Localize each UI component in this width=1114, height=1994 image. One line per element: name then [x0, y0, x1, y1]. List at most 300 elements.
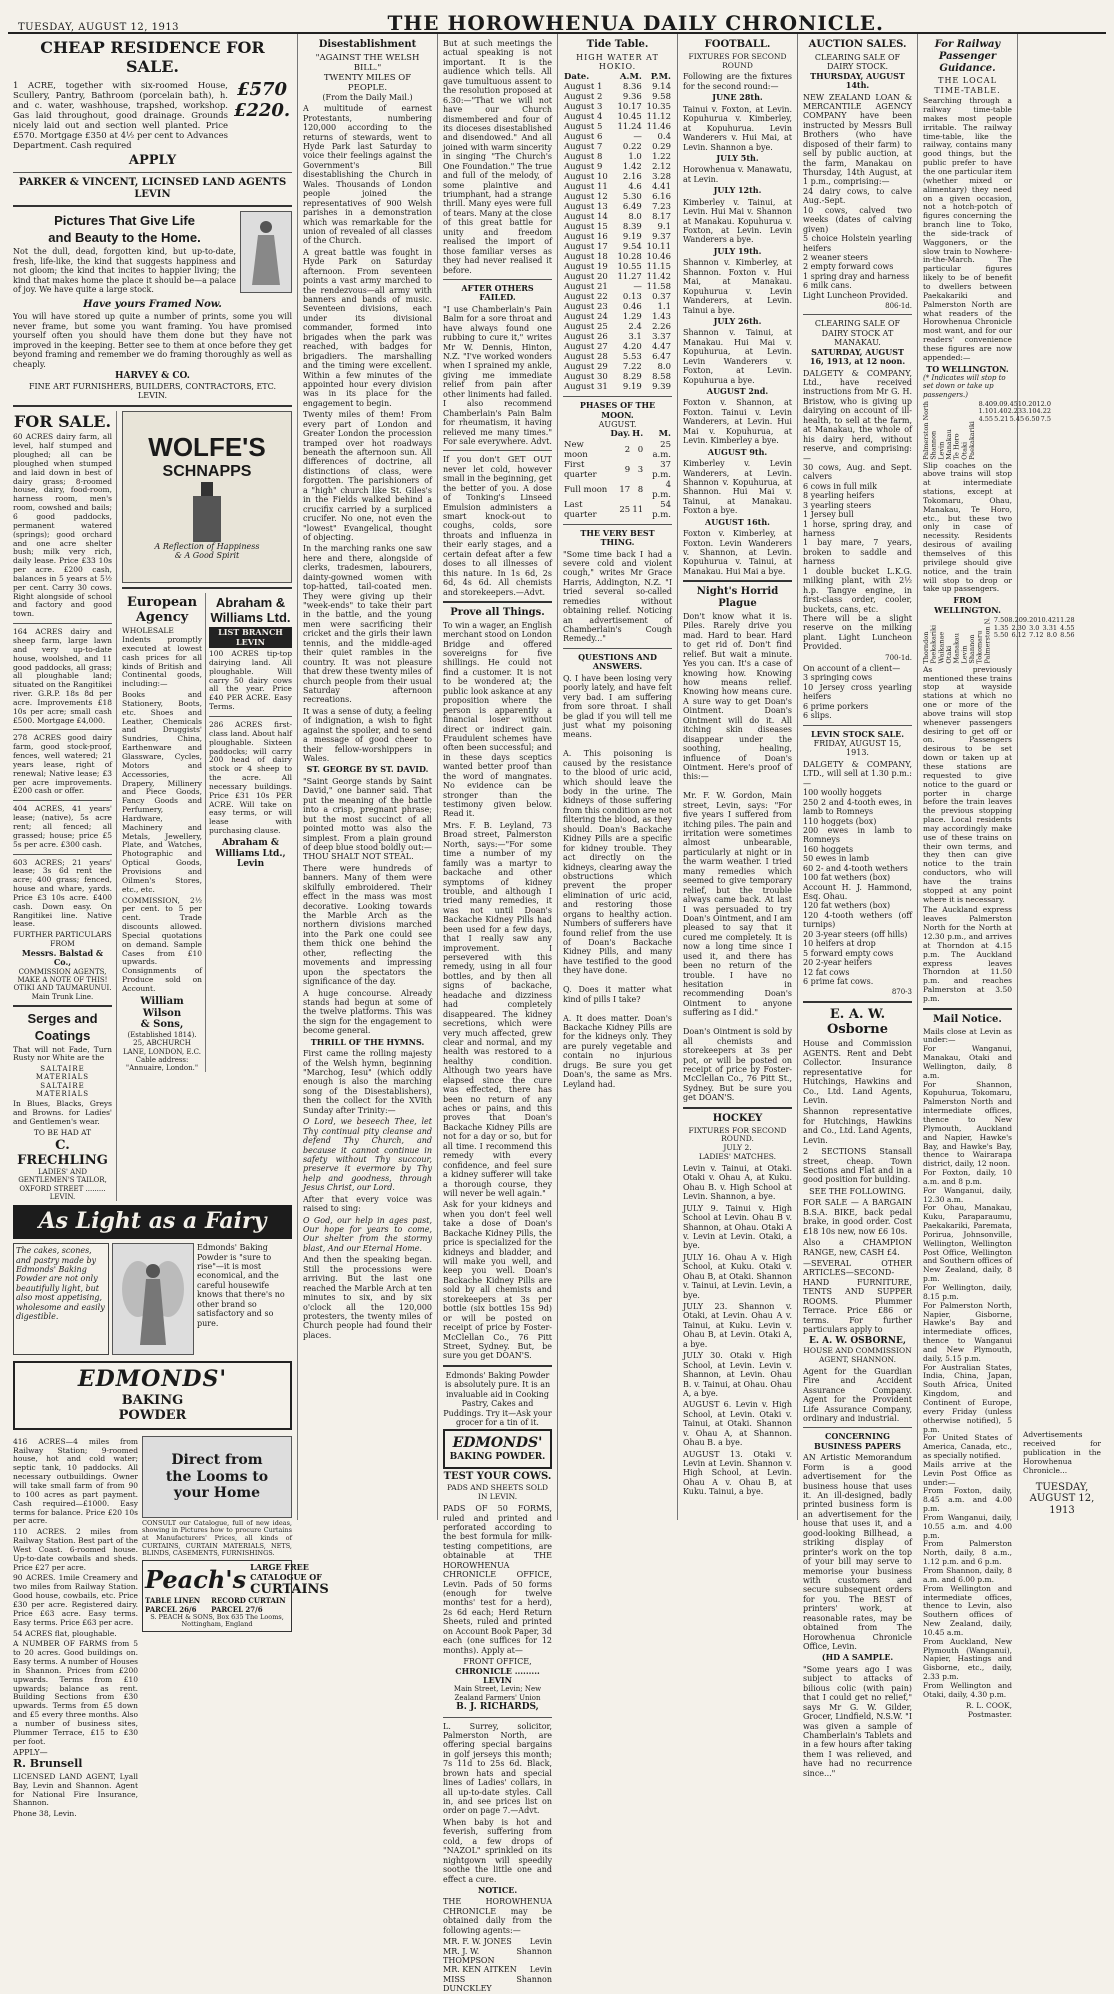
tide-cell-pm: 1.43 — [652, 312, 671, 323]
tide-cell-pm: 8.17 — [652, 211, 671, 222]
tide-cell-date: August 17 — [564, 241, 608, 252]
article-para-4: In the marching ranks one saw here and there, alongside of clerks, tradesmen, labourers, dainty-gowned women with top-hatted, tail-coated men. They were giving up their "week-ends" to take their part in the battle, and the young men were sacrificing their cricket and the girls their lawn tennis, and the middle-aged their quiet rambles in the country. It was not pleasure that drew these twenty miles of church people from their usual Saturday afternoon recreations. — [303, 544, 432, 705]
phase-cell: 37 p.m. — [652, 459, 671, 480]
hockey-date: JULY 2. — [723, 1143, 752, 1153]
for-sale-item-1: 60 ACRES dairy farm, all level, half stumped and ploughed; all can be ploughed when stumped and laid down in best of dairy grass; 8-roomed house, dairy, food-room, harness room, men's room, cowshed and bails; 6 good paddocks, permanent watered (springs); good orchard and one acre shelter bush; milk very rich, daily lease. Price £33 10s per acre. £200 cash, balances in 5 years at 5½ per cent. Carry 30 cows. Right alongside of school and factory and good town. — [13, 432, 112, 619]
looms-line-3: your Home — [173, 1485, 261, 1502]
front-office: FRONT OFFICE, — [463, 1657, 532, 1667]
rail-station: Tokomaru — [975, 630, 984, 664]
tide-cell-date: August 11 — [564, 181, 608, 192]
rail-time: 3.0 — [1029, 623, 1040, 632]
tide-row — [563, 372, 672, 382]
tide-cell-date: August 4 — [564, 111, 603, 122]
stock-ref: 870-3 — [891, 988, 912, 997]
peach-ad — [142, 1560, 329, 1632]
rail-time: 6.50 — [1025, 415, 1040, 424]
brunsell-phone: Phone 38, Levin. — [13, 1809, 77, 1819]
phase-cell: 17 — [619, 484, 631, 495]
edmonds-quote: The cakes, scones, and pastry made by Edmonds' Baking Powder are not only beautifully light, but also most appetising, wholesome and easily digestible. — [13, 1243, 109, 1355]
rail-time: 1.10 — [978, 407, 994, 416]
chronicle-levin: CHRONICLE ......... LEVIN — [455, 1665, 540, 1685]
article-para-9: First came the rolling majesty of the Welsh hymn, beginning "Marchog, Iesu" (which oddly enough is also the marching song of the Disestablishers), then the collect for the XVIth Sunday after Trinity:— — [303, 1049, 432, 1115]
client-body: On account of a client— 3 springing cows 10 Jersey cross yearling heifers 6 prime porkers 6 slips. — [803, 663, 912, 721]
clearing-date: THURSDAY, AUGUST 14th. — [810, 70, 905, 91]
rail-time: 4.55 — [1060, 623, 1075, 632]
tide-cell-date: August 15 — [564, 221, 608, 232]
masthead-title: THE HOROWHENUA DAILY CHRONICLE. — [387, 11, 884, 35]
auckland-express: The Auckland express leaves Palmerston North for the North at 12.30 p.m., and arrives at Thorndon at 4.15 p.m. The Auckland express leaves Thorndon at 11.50 p.m. and reaches Palmerston at 3.50 p.m. — [923, 905, 1012, 1003]
st-george-heading: ST. GEORGE BY ST. DAVID. — [306, 764, 429, 775]
phase-cell: 54 p.m. — [652, 499, 671, 520]
tide-cell-date: August 7 — [564, 141, 603, 152]
established: (Established 1814). — [127, 1031, 197, 1040]
mail-body: Mails close at Levin as under:— For Wanganui, Manakau, Otaki and Wellington, daily, 8 a.m. For Shannon, Kopuhurua, Tokomaru, Palmerston North and intermediate offices, thence to New Plymouth, Auckland and Napier, Hawke's Bay, and Hawke's Bay, thence to Wairarapa district, daily, 12 noon. For Foxton, daily, 10 a.m. and 8 p.m. For Wanganui, daily, 12.30 a.m. For Ohau, Manakau, Kuku, Paraparaumu, Paekakariki, Paremata, Porirua, Johnsonville, Wellington, Wellington Post Office, Wellington and Southern offices of New Zealand, daily, 8 p.m. For Wellington, daily, 8.15 p.m. For Palmerston North, Napier, Gisborne, Hawke's Bay and intermediate offices, thence to Wanganui and New Plymouth, daily, 5.15 p.m. For Australian States, India, China, Japan, South Africa, United Kingdom, and Continent of Europe, every Friday (unless otherwise notified), 5 p.m. For United States of America, Canada, etc., as specially notified. Mails arrive at the Levin Post Office as under:— From Foxton, daily, 8.45 a.m. and 4.00 p.m. From Wanganui, daily, 10.55 a.m. and 4.00 p.m. From Palmerston North, daily, 8 a.m., 1.12 p.m. and 6 p.m. From Shannon, daily, 8 a.m. and 6.00 p.m. From Wellington and intermediate offices, thence to Levin, also Southern offices of New Zealand, daily, 10.45 a.m. From Auckland, New Plymouth (Wanganui), Napier, Hastings and Gisborne, etc., daily, 2.33 p.m. From Wellington and Otaki, daily, 4.30 p.m. — [923, 1026, 1012, 1699]
pictures-body: Not the dull, dead, forgotten kind, but up-to-date, fresh, life-like, the kind that suggests happiness and not gloom; the kind that incites to happier living; the kind that makes home the place it should be—a palace of joy. We have quite a large stock. — [13, 247, 236, 295]
phase-cell: 3 — [637, 464, 644, 475]
nights-body: Don't know what it is. Piles. Rarely drive you mad. Hard to bear. Hard to get rid of. Don't find relief. But wait a minute. Yes you can. It's a case of knowing how. Knowing how means relief. Knowing how means cure. A sure way to get Doan's Ointment. Doan's Ointment will do it. All itching skin diseases disappear under the soothing, healing, influence of Doan's Ointment. Here's proof of this:— Mr. F. W. Gordon, Main street, Levin, says: "For five years I suffered from itching piles. The pain and irritation were sometimes almost unbearable, particularly at night or in the warm weather. I tried many remedies which seemed to give temporary relief, but the trouble always came back. At last I was persuaded to try Doan's Ointment, and I am pleased to say that it cured me completely. It is now a long time since I used it, and there has been no return of the trouble. I have no hesitation in recommending Doan's Ointment to anyone suffering as I did." Doan's Ointment is sold by all chemists and storekeepers at 3s per pot, or will be posted on receipt of price by Foster-McClellan Co., 76 Pitt St., Sydney. But be sure you get DOAN'S. — [683, 611, 792, 1103]
column-2 — [298, 34, 438, 1520]
tide-cell-pm: 11.46 — [646, 121, 671, 132]
column-8 — [1018, 34, 1106, 1520]
column-4 — [558, 34, 678, 1520]
article-para-12: O God, our help in ages past, Our hope for years to come, Our shelter from the stormy blast, And our Eternal Home. — [303, 1215, 432, 1253]
hockey-sub: FIXTURES FOR SECOND ROUND. — [688, 1125, 787, 1144]
agent-town: Shannon — [516, 1946, 552, 1956]
osborne-desc: House and Commission AGENTS. Rent and Debt Collector. Insurance representative for Hutchings, Hawkins and Co., Ltd. Land Agents, Levin. — [803, 1039, 912, 1105]
tide-cell-am: 11.27 — [617, 271, 642, 282]
osborne-3-agent: Agent for the Guardian Fire and Accident Assurance Company. Agent for the Provident Life Assurance Company, ordinary and industrial. — [803, 1366, 912, 1423]
notice-body: THE HOROWHENUA CHRONICLE may be obtained daily from the following agents:— — [443, 1897, 552, 1935]
woman-icon — [246, 217, 286, 287]
tide-cell-date: August 23 — [564, 302, 608, 313]
bottle-icon — [187, 482, 227, 542]
rail-time: 8.20 — [1008, 616, 1023, 625]
sample-heading: (HD A SAMPLE. — [821, 1652, 894, 1663]
tide-cell-am: 9.54 — [622, 241, 642, 252]
peach-name: Peach's — [145, 1565, 247, 1594]
tide-cell-date: August 2 — [564, 91, 603, 102]
tide-cell-pm: 10.46 — [646, 251, 671, 262]
phase-cell: Last quarter — [564, 499, 597, 520]
concerning-body: AN Artistic Memorandum Form is a good advertisement for the business house that uses it. An ill-designed, badly printed business form is an advertisement for the house that uses it, and a good-looking Billhead, a striking display of printer's work on the top of your bill may serve to memorise your business with customers and secure subsequent orders for you. The BEST of printers' work, at reasonable rates, may be obtained from The Horowhenua Chronicle Office, Levin. — [803, 1453, 912, 1651]
harvey-co: HARVEY & CO. — [115, 371, 190, 382]
edmonds-logo-small — [443, 1429, 552, 1468]
tide-cell-am: 1.42 — [622, 161, 642, 172]
balstad-desc: COMMISSION AGENTS, MAKE A NOTE OF THIS! OTIKI AND TAUMARUNUI. Main Trunk Line. — [13, 967, 112, 1001]
phase-col-m: M. — [658, 429, 671, 440]
tide-cell-am: 10.55 — [617, 261, 642, 272]
qa-body: Q. I have been losing very poorly lately, and have felt very bad. I am suffering from sore throat. I shall be glad if you will tell me just what my poisoning means. A. This poisoning is caused by the resistance to the blood of uric acid, which should leave the body in the urine. The kidneys of those suffering from this condition are not filtering the blood, as they should. Doan's Backache Kidney Pills are a specific for kidney trouble. They act directly on the kidneys, clearing away the obstructions which prevent the proper elimination of uric acid, and restoring those organs to healthy action. Numbers of sufferers have found relief from the use of Doan's Backache Kidney Pills, and many have testified to the good they have done. Q. Does it matter what kind of pills I take? A. It does matter. Doan's Backache Kidney Pills are for the kidneys only. They are purely vegetable and contain no injurious drugs. Be sure you get Doan's, the same as Mrs. Leyland had. — [563, 673, 672, 1089]
notice-heading: NOTICE. — [477, 1884, 518, 1895]
tide-row — [563, 312, 672, 322]
tide-cell-am: 8.29 — [622, 372, 642, 383]
phase-cell: Full moon — [564, 484, 608, 495]
article-cont: But at such meetings the actual speaking is not important. It is the audience which tells. All gave tumultuous assent to the resolution proposed at 6.30:—"That we will not have our Church dismembered and four of its dioceses disestablished and disendowed." And all joined with warm sincerity in singing "The Church's One Foundation." The true and full of the melody, of some plaintive and triumphant, had a strange thrill. Many eyes were full of tears. Many at the close of this great battle for unity and freedom realised the import of those familiar verses as they had never realised it before. — [443, 39, 552, 275]
tide-cell-am: 1.0 — [628, 151, 642, 162]
rail-time: 7.50 — [993, 616, 1009, 625]
tide-cell-date: August 25 — [564, 322, 608, 333]
tide-cell-am: 9.19 — [622, 231, 642, 242]
tide-row — [563, 122, 672, 132]
european-heading: European Agency — [126, 594, 198, 625]
richards: B. J. RICHARDS, — [456, 1701, 539, 1712]
phase-row — [563, 480, 672, 500]
cheap-residence-body: 1 ACRE, together with six-roomed House, Scullery, Pantry, Bathroom (porcelain bath), h. and c. water, washhouse, trapshed, workshop. Gas laid throughout, good drainage. Grounds nicely laid out and section well planted. Price £570. Mortgage £350 at 4½ per cent to Advances Department. Cash required — [13, 80, 228, 151]
property-item-110: 110 ACRES. 2 miles from Railway Station. Best part of the West Coast. 6-roomed house. Up-to-date cowbails and sheds. Price £27 per acre. — [13, 1527, 138, 1572]
european-goods: Books and Stationery, Boots, etc. Shoes and Leather, Chemicals and Druggists' Sundries, China, Earthenware and Glassware, Cycles, Motors and Accessories, Drapery, Millinery and Piece Goods, Fancy Goods and Perfumery, Hardware, Machinery and Metals, Jewellery, Plate, and Watches, Photographic and Optical Goods, Provisions and Oilmen's Stores, etc., etc. — [122, 690, 202, 894]
hockey-round-1: Levin v. Tainui, at Otaki. Otaki v. Ohau A, at Kuku. Ohau B. v. High School at Levin. Shannon, a bye. — [683, 1163, 792, 1202]
rail-station: Te Horo — [952, 433, 961, 460]
fixture-date: AUGUST 9th. — [707, 446, 768, 457]
from-daily-mail: (From the Daily Mail.) — [322, 92, 413, 102]
hockey-sub2: LADIES' MATCHES. — [698, 1152, 777, 1162]
tide-cell-am: 5.30 — [622, 191, 642, 202]
rail-time: 2.23 — [1007, 407, 1023, 416]
phase-cell: New moon — [564, 439, 588, 460]
for-sale-item-4: 404 ACRES, 41 years' lease; (native), 5s acre rent; all fenced; all grassed; house; price £5 5s per acre. £300 cash. — [13, 804, 112, 849]
tide-cell-pm: 3.37 — [652, 332, 671, 343]
hockey-round-6: AUGUST 6. Levin v. High School, at Levin. Otaki v. Tainui, at Otaki. Shannon v. Ohau A, at Shannon. Ohau B. a bye. — [683, 1400, 792, 1448]
tide-cell-pm: 11.15 — [646, 261, 671, 272]
article-para-3: Twenty miles of them! From every part of London and Greater London the procession tramped over hot roadways beneath the afternoon sun. All differences of doctrine, all distinctions of class, were forgotten. The parishioners of a "high" church like St. Giles's in the Fields walked behind a crucifix carried by a surpliced crucifer. No one, not even the "lowest" Evangelical, thought of objecting. — [303, 410, 432, 542]
tide-sub: HIGH WATER AT HOKIO. — [576, 52, 659, 72]
rail-station: Manakau — [944, 428, 953, 460]
lady-figure-illustration — [240, 211, 292, 293]
as-light-banner: As Light as a Fairy — [13, 1205, 292, 1239]
hockey-round-7: AUGUST 13. Otaki v. Levin at Levin. Shannon v. High School, at Levin. Ohau A v. Ohau B, at Kuku. Tainui, a bye. — [683, 1449, 792, 1497]
rail-station: Otaki — [960, 441, 969, 460]
rail-station: Paekakariki — [929, 625, 938, 664]
fixture-date: AUGUST 2nd. — [706, 386, 769, 397]
tide-cell-pm: 10.11 — [646, 241, 671, 252]
hockey-round-5: JULY 30. Otaki v. High School, at Levin. Levin v. Shannon, at Levin. Ohau B. v. Tainui, at Ohau. Ohau A, a bye. — [683, 1351, 792, 1398]
tide-col-date: Date. — [564, 71, 590, 82]
tide-heading: Tide Table. — [586, 39, 649, 50]
football-fixtures — [683, 93, 792, 576]
wolfes-caption-1: A Reflection of Happiness — [154, 541, 260, 551]
phase-col-name — [563, 429, 609, 439]
edmonds-small-1: EDMONDS' — [452, 1435, 543, 1452]
price-220: £220. — [233, 99, 291, 121]
clearing-body: NEW ZEALAND LOAN & MERCANTILE AGENCY COMPANY have been instructed by Messrs Bull Brothers (who have disposed of their farm) to sell by public auction, at the farm, Manakau on Thursday, 14th August, at 1 p.m., comprising:— 24 dairy cows, to calve Aug.-Sept. 10 cows, calved two weeks (dates of calving given) 5 choice Holstein yearling heifers 2 weaner steers 2 empty forward cows 1 spring dray and harness 6 milk cans. Light Luncheon Provided. — [803, 92, 912, 300]
baby-text: When baby is hot and feverish, suffering from cold, a few drops of "NAZOL" sprinkled on its nightgown will speedily soothe the little one and effect a cure. — [443, 1817, 552, 1884]
tide-row — [563, 342, 672, 352]
tide-cell-date: August 1 — [564, 81, 603, 92]
tide-cell-pm: 0.4 — [657, 131, 671, 142]
rail-time: 4.55 — [978, 415, 994, 424]
agent-name: MISS DUNCKLEY — [443, 1974, 492, 1994]
football-sub: FIXTURES FOR SECOND ROUND — [688, 51, 787, 70]
tide-cell-date: August 26 — [564, 332, 608, 343]
tide-cell-date: August 22 — [564, 292, 608, 303]
fairy-illustration — [112, 1243, 194, 1355]
hockey-round-2: JULY 9. Tainui v. High School at Levin. Ohau B v. Shannon, at Ohau. Otaki A v. Levin at Levin. Otaki, a bye. — [683, 1203, 792, 1251]
tide-row — [563, 222, 672, 232]
rail-station: Manakau — [952, 633, 961, 664]
hockey-round-4: JULY 23. Shannon v. Otaki, at Levin. Ohau A v. Tainui, at Kuku. Levin v. Ohau B, at Levin. Otaki A, a bye. — [683, 1302, 792, 1349]
tide-cell-am: 9.36 — [622, 91, 642, 102]
tide-cell-am: 0.46 — [622, 302, 642, 313]
parker-vincent: PARKER & VINCENT, LICINSED LAND AGENTS LEVIN — [18, 177, 287, 200]
tide-cell-pm: 11.58 — [646, 282, 671, 292]
tide-cell-date: August 16 — [564, 231, 608, 242]
tide-cell-am: 10.28 — [617, 251, 642, 262]
rail-station: Shannon — [929, 430, 938, 460]
rail-station: Palmerston N. — [983, 617, 992, 664]
prove-body-2: Mrs. F. B. Leyland, 73 Broad street, Palmerston North, says:—"For some time a number of my family was a martyr to backache and other symptoms of kidney trouble, and although I tried many remedies, it was not until Doan's Backache Kidney Pills had been used for a few days, that I really saw any improvement. I persevered with this remedy, using in all four bottles, and by then all signs of backache, headache and dizziness had completely disappeared. The kidney secretions, which were very much affected, grew clear and normal, and my health was restored to a healthy condition. Although two years have elapsed since the cure was effected, there has been no return of any aches or pains, and this proves that Doan's Backache Kidney Pills are not for a day or so, but for all time. I recommend this remedy with every confidence, and feel sure a kidney sufferer will take a thorough course, they will never be well again." — [443, 820, 552, 1198]
tide-cell-pm: 1.22 — [652, 151, 671, 162]
brunsell-desc: LICENSED LAND AGENT, Lyall Bay, Levin and Shannon. Agent for National Fire Insurance, Shannon. — [13, 1771, 138, 1808]
phase-cell: 11 — [632, 504, 644, 515]
best-body: "Some time back I had a severe cold and violent cough," writes Mr Grace Harris, Addington, N.Z. "I tried several so-called remedies without obtaining relief. Noticing an advertisement of Chamberlain's Cough Remedy..." — [563, 549, 672, 644]
hockey-heading: HOCKEY — [712, 1112, 763, 1124]
tide-row — [563, 162, 672, 172]
tide-cell-date: August 20 — [564, 271, 608, 282]
tide-cell-am: 6.49 — [622, 201, 642, 212]
phase-cell: 25 — [619, 504, 631, 515]
wolfes-line-1: WOLFE'S — [148, 432, 266, 463]
test-cows-heading: TEST YOUR COWS. — [443, 1470, 552, 1482]
clearing-ref: 806-1d. — [885, 302, 912, 311]
osborne-3-desc: HOUSE AND COMMISSION AGENT, SHANNON. — [803, 1346, 912, 1364]
rail-time: 3.10 — [1022, 407, 1037, 416]
tide-cell-date: August 18 — [564, 251, 608, 262]
tide-cell-pm: 4.41 — [652, 181, 671, 192]
tide-cell-date: August 8 — [564, 151, 603, 162]
serges-body-2: In Blues, Blacks, Greys and Browns. for Ladies' and Gentlemen's wear. — [13, 1099, 112, 1126]
tide-cell-pm: 3.28 — [652, 171, 671, 182]
tide-row — [563, 382, 672, 392]
rail-station: Palmerston North — [922, 400, 930, 460]
bike-for-sale: FOR SALE — A BARGAIN B.S.A. BIKE, back pedal brake, in good order. Cost £18 10s new, now £6 10s. — [803, 1198, 912, 1236]
railway-intro: Searching through a railway time-table makes most people irritable. The railway time-table, like the railway, contains many good things, but the public prefer to have the one particular item (whether mixed or alimentary) they need on a given occasion, not a hotch-potch of figures concerning the branch line to Toko, the side-track of Waggoners, or the slow train to Nowhere-in-the-March. The particular figures likely to be of benefit to dwellers between Paekakariki and Palmerston North are what readers of the Horowhenua Chronicle most want, and for our readers' convenience these figures are now appended:— — [923, 96, 1012, 362]
rail-time: 10.42 — [1037, 616, 1056, 625]
tide-cell-am: 8.39 — [622, 221, 642, 232]
tide-cell-pm: 6.16 — [652, 191, 671, 202]
tide-cell-am: 2.16 — [622, 171, 642, 182]
tide-row — [563, 152, 672, 162]
tide-cell-date: August 10 — [564, 171, 608, 182]
from-wellington: FROM WELLINGTON. — [934, 595, 1001, 615]
tide-row — [563, 352, 672, 362]
phase-cell: 9 — [624, 464, 631, 475]
for-sale-item-3: 278 ACRES good dairy farm, good stock-proof, fences, well watered; 21 years lease, right of renewal; Native lease; £3 per acre improvements. £200 cash or offer. — [13, 733, 112, 796]
rail-time: 7.12 — [1029, 631, 1044, 640]
tide-row — [563, 302, 672, 312]
for-sale-column — [13, 411, 117, 1202]
tide-row — [563, 142, 672, 152]
rail-station: Shannon — [967, 634, 976, 664]
column-1 — [8, 34, 329, 1819]
chronicle-desc: Main Street, Levin; New Zealand Farmers' Union — [453, 1685, 542, 1702]
tide-cell-pm: 7.23 — [652, 201, 671, 212]
manakau-ref: 700-1d. — [885, 653, 912, 662]
footer-date: TUESDAY, AUGUST 12, 1913 — [1029, 1481, 1095, 1517]
for-sale-item-5: 603 ACRES; 21 years' lease; 3s 6d rent the acre; 400 grass; fenced, house and whare, yards. Price £3 10s acre. £400 cash. Down easy. On Rangitikei line. Native lease. — [13, 857, 112, 929]
tide-cell-am: 9.19 — [622, 382, 642, 393]
phase-col-h: H. — [632, 429, 644, 440]
tide-row — [563, 362, 672, 372]
tide-cell-date: August 12 — [564, 191, 608, 202]
column-5 — [678, 34, 798, 1520]
european-commission: COMMISSION, 2½ per cent. to 5 per cent. Trade discounts allowed. Special quotations on demand. Sample Cases from £10 upwards. Consignments of Produce sold on Account. — [122, 895, 202, 993]
tide-cell-date: August 27 — [564, 342, 608, 353]
rail-time: 5.45 — [1009, 415, 1025, 424]
tide-cell-date: August 30 — [564, 372, 608, 383]
phases-heading: PHASES OF THE MOON. — [579, 400, 656, 420]
article-para-6: "Saint George stands by Saint David," one banner said. That put the meaning of the battle into a crisp, pregnant phrase; but the most succinct of all pointed motto was also the simplest. From a plain ground of deep blue stood boldly out:—THOU SHALT NOT STEAL. — [303, 776, 432, 862]
tide-cell-pm: 9.58 — [652, 91, 671, 102]
apply-label: APPLY — [128, 152, 177, 168]
tide-row — [563, 262, 672, 272]
advertisement-note: Advertisements received for publication in the Horowhenua Chronicle... — [1023, 1430, 1101, 1475]
tide-cell-date: August 24 — [564, 312, 608, 323]
tide-cell-pm: 1.1 — [657, 302, 671, 313]
sections: 2 SECTIONS Stansall street, cheap. Town Sections and Flat and in a good position for building. — [803, 1147, 912, 1185]
fixture-matches: Foxton v. Shannon, at Foxton. Tainui v. Levin Wanderers, at Levin. Hui Mai v. Kopuhurua, at Levin. Kimberley a bye. — [683, 398, 792, 446]
tide-cell-date: August 5 — [564, 121, 603, 132]
qa-heading: QUESTIONS AND ANSWERS. — [578, 651, 657, 672]
tide-cell-am: 1.29 — [622, 312, 642, 323]
rail-time: 11.28 — [1055, 616, 1075, 625]
rail-time: 3.31 — [1042, 623, 1057, 632]
rail-station: Levin — [937, 441, 946, 460]
frechling-desc: LADIES' AND GENTLEMEN'S TAILOR, — [18, 1168, 107, 1185]
tide-cell-pm: 8.58 — [652, 372, 671, 383]
tide-row — [563, 332, 672, 342]
tide-row — [563, 182, 672, 192]
phase-cell: 2 — [624, 444, 631, 455]
abraham-item-2: 286 ACRES first-class land. About half ploughable. Sixteen paddocks; will carry 200 head of dairy stock or 4 sheep to the acre. All necessary buildings. Price £31 10s PER ACRE. Will take on easy terms, or will lease with purchasing clause. — [209, 719, 292, 836]
tide-cell-am: 4.20 — [622, 342, 642, 353]
agent-name: MR. KEN AITKEN — [443, 1965, 517, 1975]
apply-brunsell: APPLY— — [13, 1748, 48, 1758]
frechling: C. FRECHLING — [17, 1137, 108, 1168]
pads-body: PADS OF 50 FORMS, ruled and printed and perforated according to the best formula for milk-testing competitions, are obtainable at THE HOROWHENUA CHRONICLE OFFICE, Levin. Pads of 50 forms (enough for twelve months' test for a herd), 2s 6d each; Herd Return Sheets, ruled and printed on Account Book Paper, 3d each (one suffices for 12 months). Apply at— — [443, 1504, 552, 1655]
tide-row — [563, 282, 672, 292]
tide-cell-pm: 8.0 — [657, 362, 671, 373]
pictures-body-2: You will have stored up quite a number of prints, some you will never frame, but some you want framing. You have promised yourself often you should have them done but they have not improved in the keeping. Better see to them at once before they get beyond framing and remember we do framing thoroughly as well as cheaply. — [13, 312, 292, 369]
tide-cell-date: August 28 — [564, 352, 608, 363]
champion-range: Also a CHAMPION RANGE, new, CASH £4. — [803, 1238, 912, 1257]
article-para-5: It was a sense of duty, a feeling of indignation, a wish to fight against the spoiler, and to send a message of good cheer to their fellow-worshippers in Wales. — [303, 706, 432, 764]
tide-row — [563, 192, 672, 202]
tide-cell-pm: 9.39 — [652, 382, 671, 393]
railway-note-2: As previously mentioned these trains stop at wayside stations at which no one or more of the above trains will stop whenever passengers desiring to get off or on. Passengers desirous to be set down or taken up at these stations are requested to give notice to the guard or porter in charge before the train leaves the previous stopping place. Local residents may accordingly make use of these trains on their own terms, and they then can give notice to the train conductors, who will have the trains stopped at any point where it is necessary. — [923, 664, 1012, 904]
against-welsh-bill: "AGAINST THE WELSH BILL." — [315, 52, 420, 73]
tide-row — [563, 242, 672, 252]
saltaire-1: SALTAIRE MATERIALS — [35, 1065, 90, 1082]
cheap-residence-heading: CHEAP RESIDENCE FOR SALE. — [40, 38, 265, 76]
tide-row — [563, 212, 672, 222]
failed-body: "I use Chamberlain's Pain Balm for a sore throat and have always found one rubbing to cure it," writes Mr W. Dennis, Hinton, N.Z. "I've worked wonders when I sprained my ankle, giving me immediate relief from pain after other liniments had failed. I also recommend Chamberlain's Pain Balm for rheumatism, it having relieved me many times." For sale everywhere. Advt. — [443, 304, 552, 446]
fixture-matches: Horowhenua v. Manawatu, at Levin. — [683, 165, 792, 184]
phase-row — [563, 460, 672, 480]
tide-cell-date: August 19 — [564, 261, 608, 272]
column-3 — [438, 34, 558, 1994]
column-6 — [798, 34, 918, 1778]
further-particulars: FURTHER PARTICULARS FROM — [13, 930, 112, 949]
rail-time: 1.35 — [993, 623, 1009, 632]
fixture-matches: Shannon v. Tainui, at Manakau. Hui Mai v. Kopuhurua, at Levin. Levin Wanderers v. Foxton, at Levin. Kopuhurua a bye. — [683, 328, 792, 385]
looms-body: CONSULT our Catalogue, full of new ideas, showing in Pictures how to procure Curtains at Manufacturers' Prices, all kinds of CURTAINS, CURTAIN MATERIALS, NETS, BLINDS, CASEMENTS, FURNISHINGS. — [142, 1518, 292, 1558]
other-articles: —SEVERAL OTHER ARTICLES—SECOND-HAND FURNITURE, TENTS AND SUPPER ROOMS. Plummer Terrace. Price £86 or terms. For further particulars apply to — [803, 1258, 912, 1335]
abraham-footer: Abraham & Williams Ltd., Levin — [215, 837, 286, 870]
tide-row — [563, 112, 672, 122]
rail-time: 9.0 — [993, 399, 1004, 408]
surrey-text: L. Surrey, solicitor, Palmerston North, are offering special bargains in golf jerseys this month; 7s 11d to 25s 6d. Black, brown hats and special lines of Ladies' collars, in all up-to-date styles. Call in, and see prices list on order on page 7.—Advt. — [443, 1721, 552, 1816]
serges-heading-2: Coatings — [34, 1028, 91, 1044]
rail-time: 5.21 — [994, 415, 1009, 424]
phase-cell: First quarter — [564, 459, 597, 480]
tide-cell-pm: 4.47 — [652, 342, 671, 353]
agent-name: MR. F. W. JONES — [443, 1937, 512, 1947]
article-para-1: A multitude of earnest Protestants, numbering 120,000 according to the returns of stewards, went to Hyde Park last Saturday to voice their feelings against the Government's Bill disestablishing the Church in Wales. Thousands of London people joined the representatives of 900 Welsh parishes in a demonstration which was remarkable for the union of revealed of all classes of the Church. — [303, 104, 432, 246]
twenty-miles: TWENTY MILES OF PEOPLE. — [323, 72, 412, 93]
hockey-round-3: JULY 16. Ohau A v. High School, at Kuku. Otaki v. Ohau B, at Otaki. Shannon v. Tainui, at Levin. Levin, a bye. — [683, 1252, 792, 1300]
list-branch: LIST BRANCH LEVIN — [209, 627, 292, 648]
rail-time: 6.12 — [1011, 631, 1026, 640]
serges-heading-1: Serges and — [27, 1010, 98, 1026]
tide-cell-am: 3.1 — [628, 332, 642, 343]
football-heading: FOOTBALL. — [704, 39, 771, 50]
postmaster: R. L. COOK, Postmaster. — [965, 1700, 1012, 1719]
tide-cell-pm: 10.35 — [646, 101, 671, 112]
see-following: SEE THE FOLLOWING. — [809, 1186, 906, 1196]
fairy-icon — [118, 1249, 188, 1349]
article-para-7: There were hundreds of banners. Many of them were skilfully embroidered. Their effect in the mass was most decorative. Looking towards the Marble Arch as the northern divisions marched into the Park one could see them thick one behind the other, reflecting the movements and impressing upon the spectators the significance of the day. — [303, 863, 432, 987]
edmonds-small-2: BAKING POWDER. — [449, 1452, 546, 1462]
fixture-matches: Foxton v. Kimberley, at Foxton. Levin Wanderers v. Shannon, at Levin. Kopuhurua v. Tainui, at Manakau. Hui Mai a bye. — [683, 529, 792, 576]
rail-station: Waikanae — [937, 631, 946, 664]
masthead — [8, 6, 1106, 34]
tide-row — [563, 202, 672, 212]
rail-time: 4.22 — [1036, 407, 1052, 416]
fixture-matches: Tainui v. Foxton, at Levin. Kopuhurua v. Kimberley, at Kopuhurua. Levin Wanderers v. Hui Mai, at Levin. Shannon a bye. — [683, 104, 792, 152]
rail-station: Thorndon — [922, 631, 930, 664]
agent-town: Levin — [529, 1965, 552, 1975]
manakau-date: SATURDAY, AUGUST 16, 1913, at 12 noon. — [809, 346, 906, 367]
agent-town: Levin — [529, 1937, 552, 1947]
tide-cell-am: 11.24 — [617, 121, 642, 132]
wolfes-schnapps-ad — [122, 411, 292, 583]
harvey-town: LEVIN. — [137, 391, 168, 401]
property-item-54: 54 ACRES flat, ploughable. — [13, 1628, 117, 1638]
rail-time: 9.45 — [1003, 399, 1018, 408]
article-para-2: A great battle was fought in Hyde Park on Saturday afternoon. From seventeen points a vast army marched to the rendezvous—all army with banners and bands of music. Seventeen divisions, each under its divisional commander, formed into brigades when the park was reached, with badges for brigadiers. The marshalling and the timing were excellent. Within a few minutes of the appointed hour every division was in its place for the engagement to begin. — [303, 247, 432, 408]
rail-time: 7.5 — [1040, 415, 1051, 424]
peach-tag-3: CURTAINS — [250, 1581, 329, 1597]
edmonds-text: Edmonds' Baking Powder is absolutely pure. It is an invaluable aid in Cooking Pastry, Cakes and Puddings. Try it—Ask your grocer for a tin of it. — [443, 1370, 552, 1428]
peach-parcel-1: TABLE LINEN PARCEL 26/6 — [145, 1596, 201, 1614]
masthead-date: TUESDAY, AUGUST 12, 1913 — [18, 22, 180, 33]
railway-sub: THE LOCAL TIME-TABLE. — [934, 76, 1001, 95]
tide-cell-date: August 13 — [564, 201, 608, 212]
pictures-heading-1: Pictures That Give Life — [54, 212, 195, 228]
rail-station: Paekakariki — [967, 420, 976, 460]
tide-cell-am: — — [633, 282, 642, 292]
prove-body-3: Ask for your kidneys and when you don't feel well take a dose of Doan's Backache Kidney Pills, the price is specialized for the kidneys and bladder, and will make you well, and keep you well. Doan's Backache Kidney Pills are sold by all chemists and storekeepers at 3s per bottle (six bottles 15s 9d) or will be posted on receipt of price by Foster-McClellan Co., 76 Pitt Street, Sydney. But, be sure you get DOAN'S. — [443, 1200, 552, 1361]
clearing-heading: CLEARING SALE OF DAIRY STOCK. — [814, 52, 901, 72]
fixture-matches: Kimberley v. Levin Wanderers, at Levin. Shannon v. Kopuhurua, at Shannon. Hui Mai v. Tainui, at Manakau. Foxton a bye. — [683, 459, 792, 516]
phase-row — [563, 440, 672, 460]
tide-cell-am: 0.22 — [622, 141, 642, 152]
tide-cell-am: 2.4 — [628, 322, 642, 333]
agent-name: MR. J. W. THOMPSON — [443, 1946, 495, 1966]
rail-time: 2.30 — [1011, 623, 1026, 632]
tide-cell-am: 10.45 — [617, 111, 642, 122]
thrill-heading: THRILL OF THE HYMNS. — [310, 1036, 425, 1047]
